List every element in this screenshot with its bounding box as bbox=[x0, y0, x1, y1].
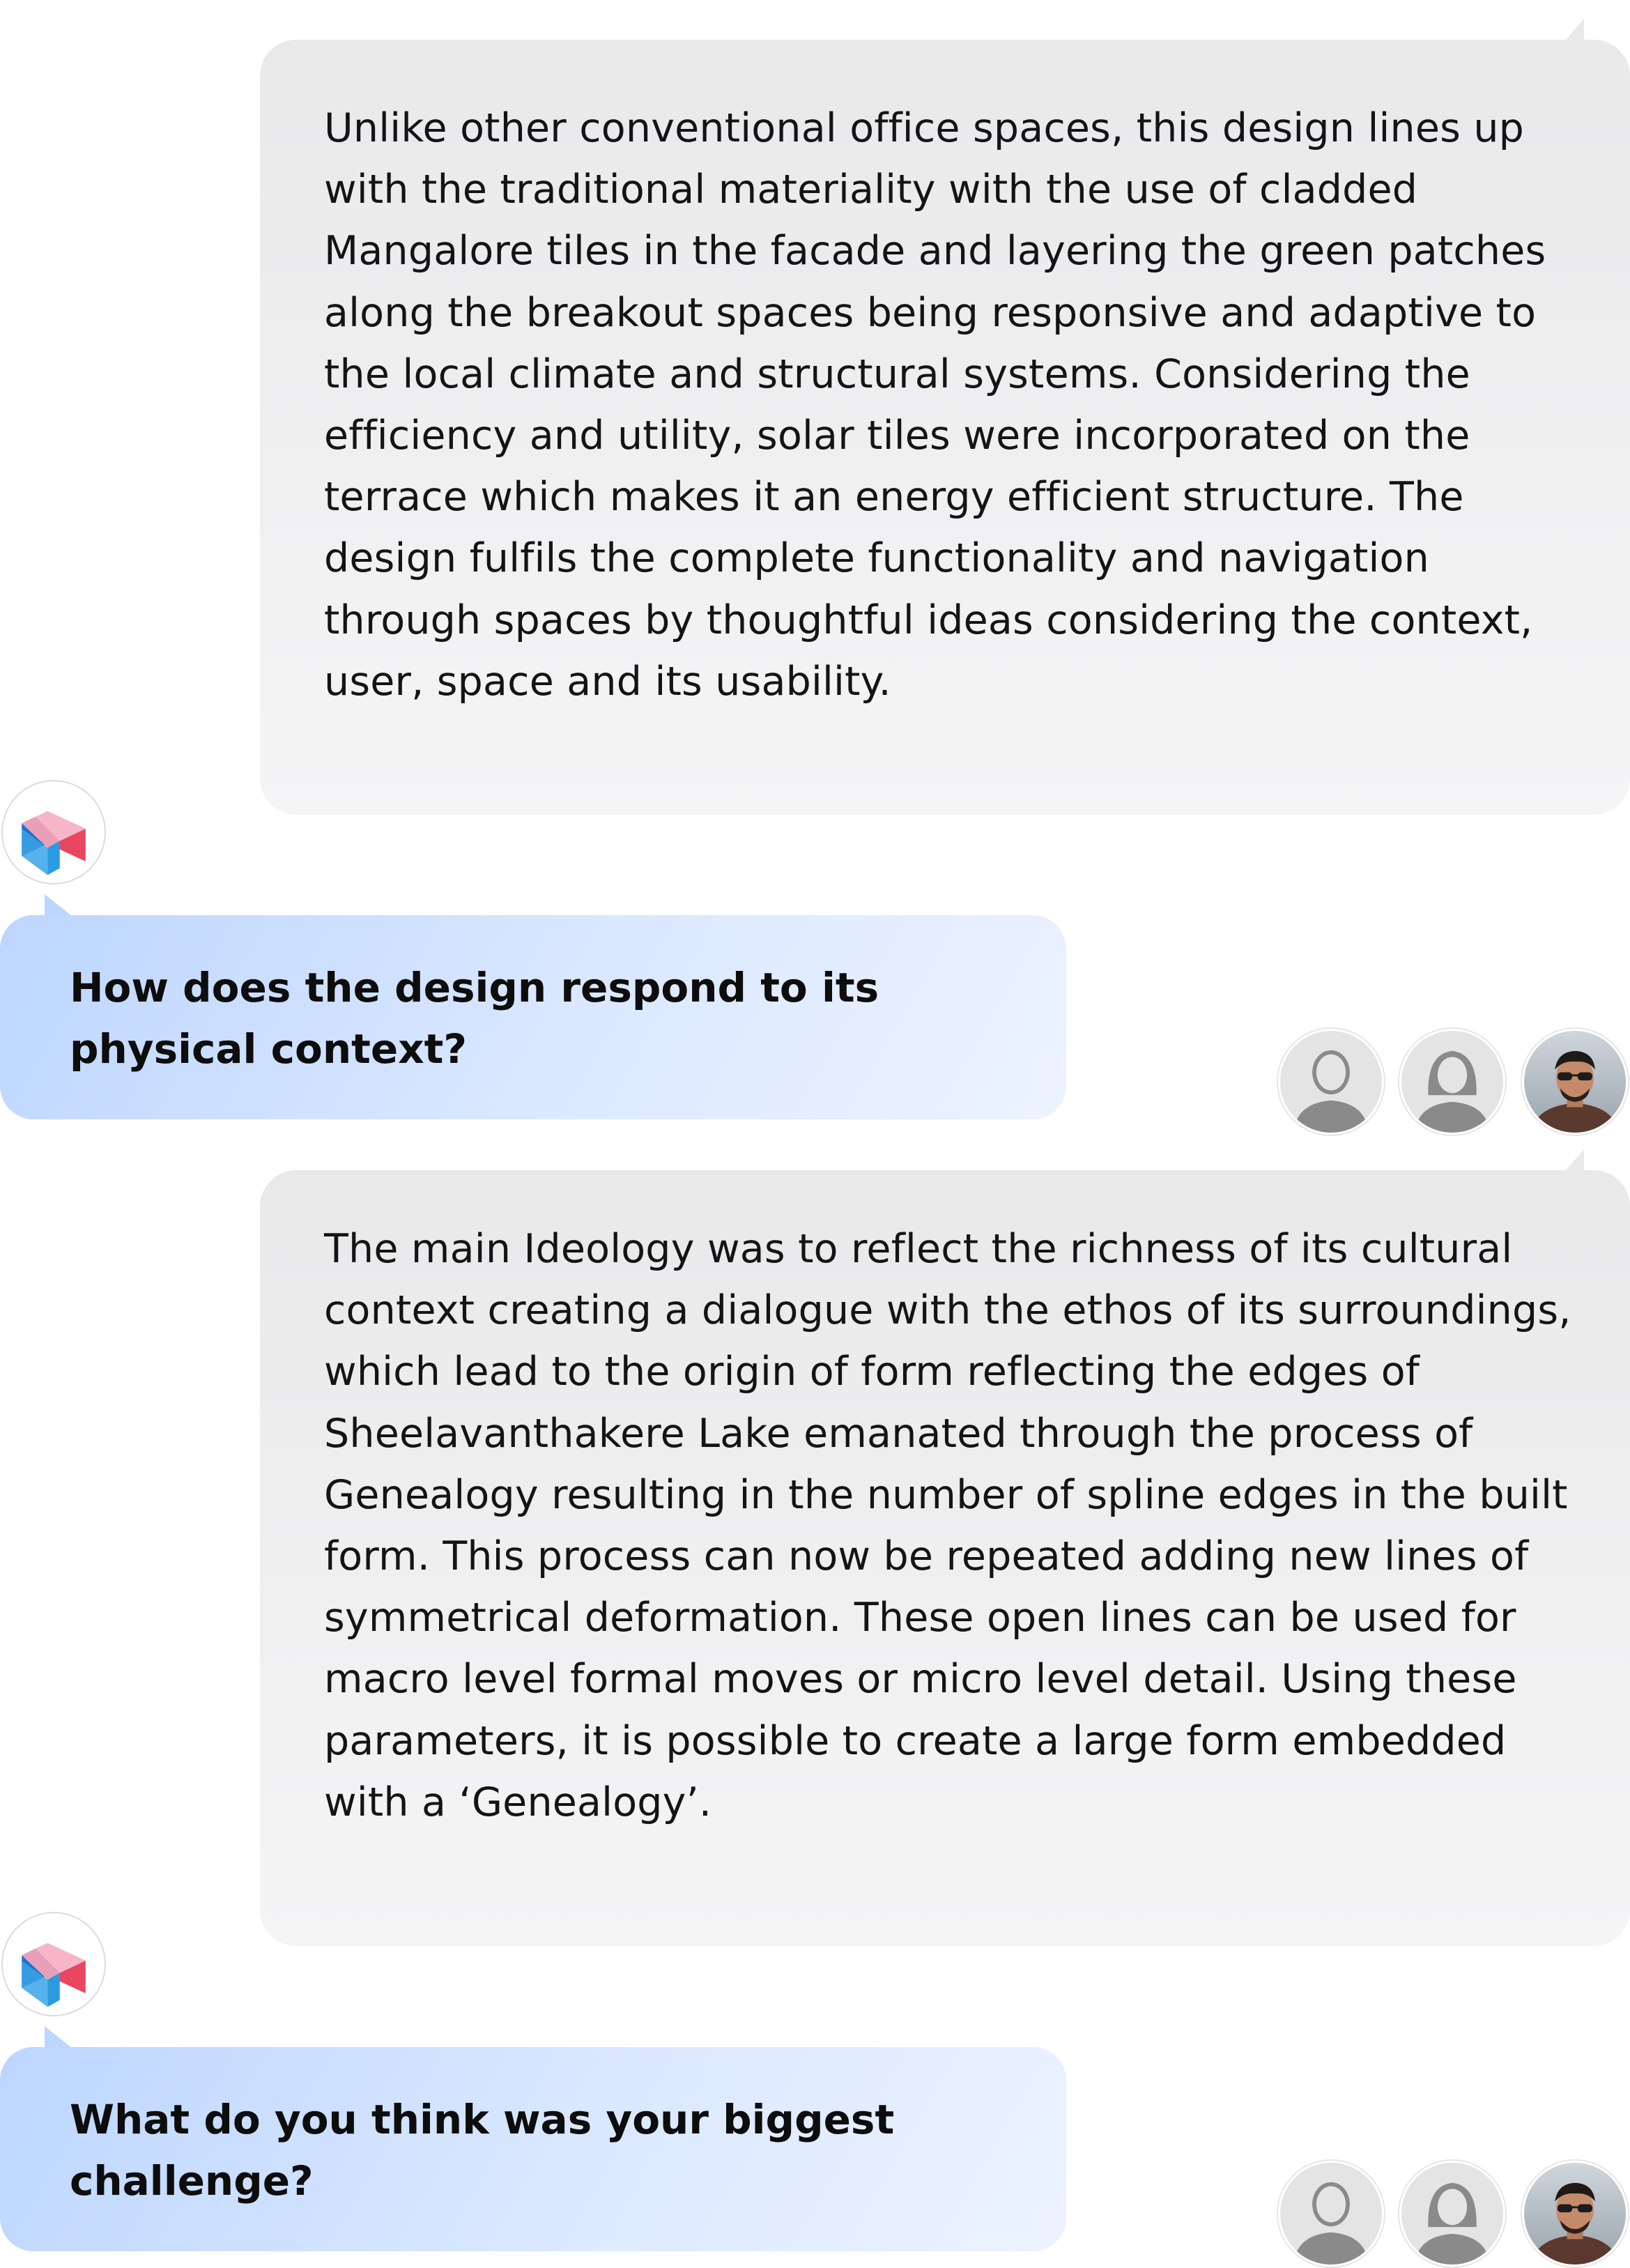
male-user-placeholder-icon bbox=[1278, 1029, 1384, 1135]
female-user-placeholder-icon bbox=[1399, 2161, 1505, 2267]
answer-text: Unlike other conventional office spaces, this design lines up with the traditional materiality with the use of cladded Mangalore tiles in the facade and layering the green patches along the breakout spaces being responsive and adaptive to the local climate and structural systems. Considering the efficiency and utility, solar tiles were incorporated on the terrace which makes it an energy efficient structure. The design fulfils the complete functionality and navigation through spaces by thoughtful ideas considering the context, user, space and its usability. bbox=[324, 105, 1546, 705]
bubble-tail bbox=[1563, 1149, 1584, 1173]
brand-logo-icon bbox=[3, 1913, 105, 2015]
brand-avatar bbox=[1, 780, 106, 884]
brand-logo-icon bbox=[3, 781, 105, 883]
question-bubble bbox=[0, 2047, 1066, 2251]
question-bubble bbox=[0, 915, 1066, 1119]
bubble-tail bbox=[1563, 19, 1584, 43]
female-user-placeholder-icon bbox=[1399, 1029, 1505, 1135]
question-text: How does the design respond to its physical context? bbox=[70, 964, 879, 1073]
bubble-tail bbox=[45, 2026, 72, 2048]
brand-avatar bbox=[1, 1912, 106, 2016]
answer-text: The main Ideology was to reflect the richness of its cultural context creating a dialogue with the ethos of its surroundings, which lead to the origin of form reflecting the edges of Sheelavanthakere Lake emanated through the process of Genealogy resulting in the number of spline edges in the built form. This process can now be repeated adding new lines of symmetrical deformation. These open lines can be used for macro level formal moves or micro level detail. Using these parameters, it is possible to create a large form embedded with a ‘Genealogy’. bbox=[324, 1226, 1571, 1825]
user-photo bbox=[1522, 1029, 1628, 1135]
question-text: What do you think was your biggest challenge? bbox=[70, 2096, 895, 2205]
answer-bubble bbox=[260, 40, 1630, 815]
user-photo bbox=[1522, 2161, 1628, 2267]
bubble-tail bbox=[45, 894, 72, 917]
answer-bubble bbox=[260, 1170, 1630, 1946]
male-user-placeholder-icon bbox=[1278, 2161, 1384, 2267]
